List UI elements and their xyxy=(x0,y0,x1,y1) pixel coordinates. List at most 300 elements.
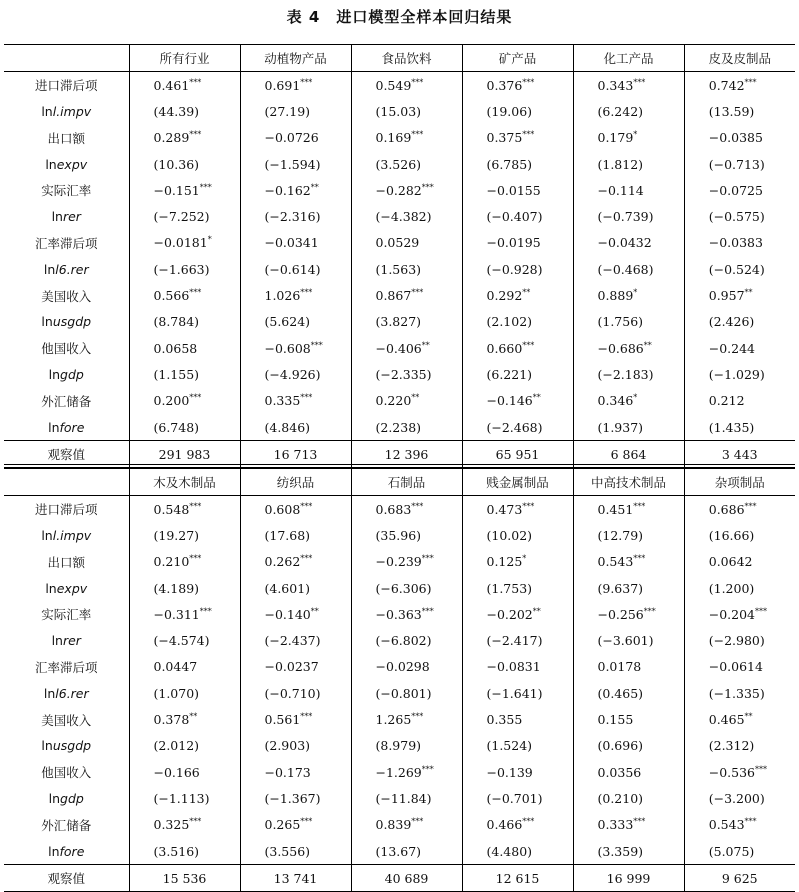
table-row xyxy=(4,309,795,335)
cell-value: 0.200*** xyxy=(153,393,202,409)
cell-value: 0.335*** xyxy=(264,393,313,409)
row-label: lngdp xyxy=(48,366,84,382)
cell-value: (−2.980) xyxy=(708,633,765,649)
cell-value: 0.355 xyxy=(486,712,523,728)
table-cell: 40 689 xyxy=(351,865,462,892)
table-cell xyxy=(684,785,795,811)
table-cell xyxy=(684,549,795,575)
table-cell xyxy=(573,627,684,653)
table-cell xyxy=(573,575,684,601)
table-cell xyxy=(573,522,684,548)
cell-value: (16.66) xyxy=(708,527,755,543)
cell-value: 0.0356 xyxy=(597,764,642,780)
significance-stars: *** xyxy=(189,130,202,140)
cell-value: 0.566*** xyxy=(153,288,202,304)
table-cell xyxy=(129,654,240,680)
significance-stars: *** xyxy=(300,554,313,564)
table-cell xyxy=(129,230,240,256)
cell-value: 0.889* xyxy=(597,288,638,304)
significance-stars: *** xyxy=(300,77,313,87)
cell-value: −0.173 xyxy=(264,764,311,780)
table-cell xyxy=(684,309,795,335)
table-cell xyxy=(462,256,573,282)
table-cell xyxy=(684,680,795,706)
table-cell xyxy=(573,361,684,387)
table-cell xyxy=(129,388,240,414)
header-corner-cell xyxy=(4,45,129,72)
cell-value: −0.0726 xyxy=(264,130,319,146)
table-cell xyxy=(684,282,795,308)
cell-value: (19.27) xyxy=(153,527,200,543)
cell-value: −1.269*** xyxy=(375,764,434,780)
table-cell xyxy=(240,575,351,601)
cell-value: (10.36) xyxy=(153,156,200,172)
table-cell xyxy=(129,496,240,523)
column-header: 皮及皮制品 xyxy=(684,45,795,72)
cell-value: 0.473*** xyxy=(486,501,535,517)
cell-value: (4.189) xyxy=(153,580,200,596)
table-cell xyxy=(240,72,351,99)
significance-stars: ** xyxy=(310,182,319,192)
table-cell xyxy=(240,361,351,387)
table-cell xyxy=(351,838,462,865)
significance-stars: *** xyxy=(189,501,202,511)
significance-stars: *** xyxy=(421,764,434,774)
cell-value: −0.204*** xyxy=(708,606,768,622)
table-cell xyxy=(129,72,240,99)
table-cell xyxy=(573,230,684,256)
cell-value: (−2.468) xyxy=(486,419,543,435)
row-label: 汇率滞后项 xyxy=(34,235,98,251)
cell-value: (−1.594) xyxy=(264,156,321,172)
column-header: 所有行业 xyxy=(129,45,240,72)
table-row xyxy=(4,785,795,811)
cell-value: (−0.407) xyxy=(486,209,543,225)
table-cell xyxy=(462,706,573,732)
table-cell xyxy=(129,549,240,575)
cell-value: −0.363*** xyxy=(375,606,434,622)
cell-value: −0.311*** xyxy=(153,606,212,622)
table-cell xyxy=(573,388,684,414)
row-label: 出口额 xyxy=(47,554,85,570)
cell-value: 0.325*** xyxy=(153,817,202,833)
cell-value: (2.426) xyxy=(708,314,755,330)
cell-value: (0.465) xyxy=(597,685,644,701)
cell-value: (1.937) xyxy=(597,419,644,435)
cell-value: (−1.335) xyxy=(708,685,765,701)
row-label: 他国收入 xyxy=(41,765,92,781)
column-header: 木及木制品 xyxy=(129,469,240,496)
cell-value: (0.696) xyxy=(597,738,644,754)
table-cell xyxy=(240,496,351,523)
table-cell xyxy=(684,203,795,229)
cell-value: (2.102) xyxy=(486,314,533,330)
table-cell xyxy=(573,496,684,523)
cell-value: (6.785) xyxy=(486,156,533,172)
table-cell xyxy=(240,838,351,865)
cell-value: (8.979) xyxy=(375,738,422,754)
significance-stars: *** xyxy=(300,817,313,827)
row-label: 观察值 xyxy=(4,441,129,468)
significance-stars: *** xyxy=(755,606,768,616)
table-cell xyxy=(351,282,462,308)
table-cell xyxy=(240,601,351,627)
header-row xyxy=(4,45,795,72)
table-cell xyxy=(351,335,462,361)
table-cell xyxy=(240,309,351,335)
cell-value: 0.262*** xyxy=(264,554,313,570)
significance-stars: * xyxy=(633,288,638,298)
table-cell xyxy=(240,203,351,229)
significance-stars: ** xyxy=(411,393,420,403)
table-cell xyxy=(684,706,795,732)
cell-value: (−4.382) xyxy=(375,209,432,225)
cell-value: −0.0614 xyxy=(708,659,763,675)
significance-stars: *** xyxy=(421,606,434,616)
table-cell xyxy=(129,706,240,732)
table-cell xyxy=(462,601,573,627)
cell-value: (5.624) xyxy=(264,314,311,330)
significance-stars: *** xyxy=(633,501,646,511)
cell-value: 0.210*** xyxy=(153,554,202,570)
significance-stars: *** xyxy=(199,606,212,616)
table-cell xyxy=(351,733,462,759)
cell-value: (−2.437) xyxy=(264,633,321,649)
cell-value: 0.333*** xyxy=(597,817,646,833)
table-cell xyxy=(129,785,240,811)
significance-stars: *** xyxy=(300,501,313,511)
cell-value: −0.239*** xyxy=(375,554,434,570)
cell-value: −0.162** xyxy=(264,182,319,198)
cell-value: (3.516) xyxy=(153,843,200,859)
table-cell xyxy=(573,256,684,282)
cell-value: (6.221) xyxy=(486,366,533,382)
table-cell xyxy=(573,812,684,838)
cell-value: (−7.252) xyxy=(153,209,210,225)
table-cell xyxy=(351,125,462,151)
cell-value: −0.0725 xyxy=(708,182,763,198)
table-cell xyxy=(684,812,795,838)
table-cell xyxy=(129,680,240,706)
table-cell: 13 741 xyxy=(240,865,351,892)
table-cell xyxy=(129,309,240,335)
observations-row xyxy=(4,865,795,892)
cell-value: −0.202** xyxy=(486,606,541,622)
table-cell xyxy=(240,549,351,575)
table-cell xyxy=(573,309,684,335)
cell-value: 0.957** xyxy=(708,288,753,304)
table-cell xyxy=(573,706,684,732)
cell-value: 0.461*** xyxy=(153,77,202,93)
row-label: lngdp xyxy=(48,790,84,806)
table-cell xyxy=(462,627,573,653)
cell-value: −0.151*** xyxy=(153,182,212,198)
cell-value: (−1.113) xyxy=(153,790,210,806)
table-cell xyxy=(351,309,462,335)
table-cell: 12 615 xyxy=(462,865,573,892)
cell-value: (−0.575) xyxy=(708,209,765,225)
table-cell xyxy=(573,549,684,575)
cell-value: 0.839*** xyxy=(375,817,424,833)
table-cell xyxy=(240,151,351,177)
table-cell xyxy=(351,72,462,99)
panel-divider xyxy=(4,464,795,465)
cell-value: (1.155) xyxy=(153,366,200,382)
table-cell xyxy=(684,575,795,601)
cell-value: 0.543*** xyxy=(597,554,646,570)
cell-value: (−6.802) xyxy=(375,633,432,649)
cell-value: (5.075) xyxy=(708,843,755,859)
table-row xyxy=(4,282,795,308)
table-row xyxy=(4,522,795,548)
table-cell xyxy=(129,627,240,653)
significance-stars: *** xyxy=(189,77,202,87)
cell-value: (−0.710) xyxy=(264,685,321,701)
cell-value: −0.0237 xyxy=(264,659,319,675)
table-cell xyxy=(684,151,795,177)
table-cell xyxy=(129,151,240,177)
table-cell xyxy=(351,98,462,124)
significance-stars: ** xyxy=(310,606,319,616)
cell-value: (−2.183) xyxy=(597,366,654,382)
table-row xyxy=(4,549,795,575)
significance-stars: *** xyxy=(522,817,535,827)
cell-value: −0.0432 xyxy=(597,235,652,251)
table-cell xyxy=(129,575,240,601)
table-cell xyxy=(573,680,684,706)
table-cell xyxy=(462,230,573,256)
table-cell xyxy=(684,627,795,653)
cell-value: −0.244 xyxy=(708,340,756,356)
table-cell xyxy=(573,733,684,759)
cell-value: (3.827) xyxy=(375,314,422,330)
table-cell xyxy=(351,388,462,414)
row-label: lnusgdp xyxy=(41,314,92,330)
table-cell xyxy=(462,496,573,523)
table-cell xyxy=(129,838,240,865)
row-label: lnexpv xyxy=(45,580,88,596)
table-cell xyxy=(129,177,240,203)
cell-value: 0.212 xyxy=(708,393,745,409)
table-cell xyxy=(462,733,573,759)
cell-value: (2.238) xyxy=(375,419,422,435)
column-header: 矿产品 xyxy=(462,45,573,72)
cell-value: 0.0529 xyxy=(375,235,420,251)
table-cell xyxy=(462,680,573,706)
cell-value: 0.375*** xyxy=(486,130,535,146)
table-cell xyxy=(129,125,240,151)
table-row xyxy=(4,812,795,838)
table-cell xyxy=(684,838,795,865)
table-cell xyxy=(351,414,462,441)
cell-value: 0.0642 xyxy=(708,554,753,570)
row-label: 美国收入 xyxy=(41,712,92,728)
significance-stars: *** xyxy=(411,712,424,722)
cell-value: 0.292** xyxy=(486,288,531,304)
table-cell xyxy=(462,361,573,387)
column-header: 中高技术制品 xyxy=(573,469,684,496)
table-cell xyxy=(240,785,351,811)
significance-stars: *** xyxy=(199,182,212,192)
significance-stars: ** xyxy=(744,288,753,298)
cell-value: (1.435) xyxy=(708,419,755,435)
table-cell xyxy=(573,151,684,177)
cell-value: (−0.701) xyxy=(486,790,543,806)
table-cell xyxy=(573,414,684,441)
table-cell xyxy=(240,812,351,838)
row-label: 出口额 xyxy=(47,130,85,146)
table-row xyxy=(4,361,795,387)
significance-stars: *** xyxy=(189,817,202,827)
column-header: 石制品 xyxy=(351,469,462,496)
table-cell xyxy=(573,203,684,229)
cell-value: 0.0178 xyxy=(597,659,642,675)
cell-value: (15.03) xyxy=(375,103,422,119)
cell-value: (27.19) xyxy=(264,103,311,119)
table-cell xyxy=(462,98,573,124)
table-cell: 9 625 xyxy=(684,865,795,892)
table-cell xyxy=(351,203,462,229)
table-row xyxy=(4,680,795,706)
significance-stars: ** xyxy=(421,340,430,350)
table-cell xyxy=(684,98,795,124)
table-cell xyxy=(573,125,684,151)
table-cell xyxy=(684,177,795,203)
table-cell xyxy=(240,256,351,282)
table-cell xyxy=(573,177,684,203)
significance-stars: *** xyxy=(310,340,323,350)
table-cell xyxy=(240,414,351,441)
table-row xyxy=(4,256,795,282)
table-cell xyxy=(129,522,240,548)
cell-value: 0.561*** xyxy=(264,712,313,728)
table-cell xyxy=(129,282,240,308)
row-label: lnexpv xyxy=(45,156,88,172)
significance-stars: *** xyxy=(633,77,646,87)
table-cell: 12 396 xyxy=(351,441,462,468)
header-row xyxy=(4,469,795,496)
cell-value: (1.200) xyxy=(708,580,755,596)
table-cell xyxy=(462,335,573,361)
row-label: 实际汇率 xyxy=(41,183,92,199)
cell-value: −0.686** xyxy=(597,340,652,356)
table-cell xyxy=(240,98,351,124)
table-cell: 3 443 xyxy=(684,441,795,468)
cell-value: (3.359) xyxy=(597,843,644,859)
table-row xyxy=(4,706,795,732)
table-cell xyxy=(240,282,351,308)
significance-stars: ** xyxy=(522,288,531,298)
cell-value: (−2.316) xyxy=(264,209,321,225)
significance-stars: ** xyxy=(532,393,541,403)
cell-value: −0.0831 xyxy=(486,659,541,675)
table-title: 表 4 进口模型全样本回归结果 xyxy=(286,8,513,26)
cell-value: −0.0341 xyxy=(264,235,319,251)
table-cell xyxy=(351,549,462,575)
significance-stars: *** xyxy=(522,340,535,350)
cell-value: (−4.926) xyxy=(264,366,321,382)
cell-value: 0.346* xyxy=(597,393,638,409)
cell-value: (−2.335) xyxy=(375,366,432,382)
table-row xyxy=(4,388,795,414)
cell-value: −0.0298 xyxy=(375,659,430,675)
table-cell xyxy=(684,335,795,361)
cell-value: −0.0385 xyxy=(708,130,763,146)
cell-value: 0.169*** xyxy=(375,130,424,146)
table-cell xyxy=(462,759,573,785)
row-label: lnfore xyxy=(48,419,85,435)
cell-value: (1.070) xyxy=(153,685,200,701)
regression-table-panel-2 xyxy=(4,468,795,892)
cell-value: 0.0658 xyxy=(153,340,198,356)
table-cell xyxy=(684,125,795,151)
table-cell xyxy=(129,335,240,361)
significance-stars: *** xyxy=(411,130,424,140)
row-label: lnrer xyxy=(51,633,81,649)
cell-value: 0.543*** xyxy=(708,817,757,833)
table-cell xyxy=(684,230,795,256)
column-header: 纺织品 xyxy=(240,469,351,496)
table-cell xyxy=(462,575,573,601)
table-cell xyxy=(129,601,240,627)
table-row xyxy=(4,203,795,229)
table-cell xyxy=(129,256,240,282)
significance-stars: ** xyxy=(189,712,198,722)
significance-stars: *** xyxy=(744,77,757,87)
column-header: 食品饮料 xyxy=(351,45,462,72)
significance-stars: *** xyxy=(522,501,535,511)
table-cell xyxy=(240,733,351,759)
table-row xyxy=(4,230,795,256)
cell-value: 0.155 xyxy=(597,712,634,728)
table-cell: 15 536 xyxy=(129,865,240,892)
table-cell xyxy=(351,680,462,706)
cell-value: −0.146** xyxy=(486,393,541,409)
table-cell xyxy=(573,838,684,865)
cell-value: (1.524) xyxy=(486,738,533,754)
significance-stars: *** xyxy=(421,182,434,192)
cell-value: (13.59) xyxy=(708,103,755,119)
table-cell xyxy=(462,414,573,441)
significance-stars: *** xyxy=(522,130,535,140)
cell-value: 0.343*** xyxy=(597,77,646,93)
cell-value: (0.210) xyxy=(597,790,644,806)
table-cell xyxy=(240,627,351,653)
significance-stars: *** xyxy=(421,554,434,564)
table-cell xyxy=(684,388,795,414)
table-cell xyxy=(462,654,573,680)
cell-value: (−6.306) xyxy=(375,580,432,596)
significance-stars: ** xyxy=(532,606,541,616)
row-label: lnl6.rer xyxy=(43,685,89,701)
table-cell xyxy=(351,256,462,282)
cell-value: 1.265*** xyxy=(375,712,424,728)
table-cell xyxy=(351,759,462,785)
significance-stars: * xyxy=(207,235,212,245)
table-cell xyxy=(684,496,795,523)
cell-value: 0.265*** xyxy=(264,817,313,833)
row-label: lnfore xyxy=(48,843,85,859)
column-header: 动植物产品 xyxy=(240,45,351,72)
cell-value: (−0.928) xyxy=(486,261,543,277)
significance-stars: *** xyxy=(755,764,768,774)
table-cell xyxy=(351,627,462,653)
table-cell xyxy=(573,759,684,785)
table-cell xyxy=(462,282,573,308)
cell-value: 0.378** xyxy=(153,712,198,728)
row-label: 外汇储备 xyxy=(41,817,92,833)
cell-value: 0.660*** xyxy=(486,340,535,356)
